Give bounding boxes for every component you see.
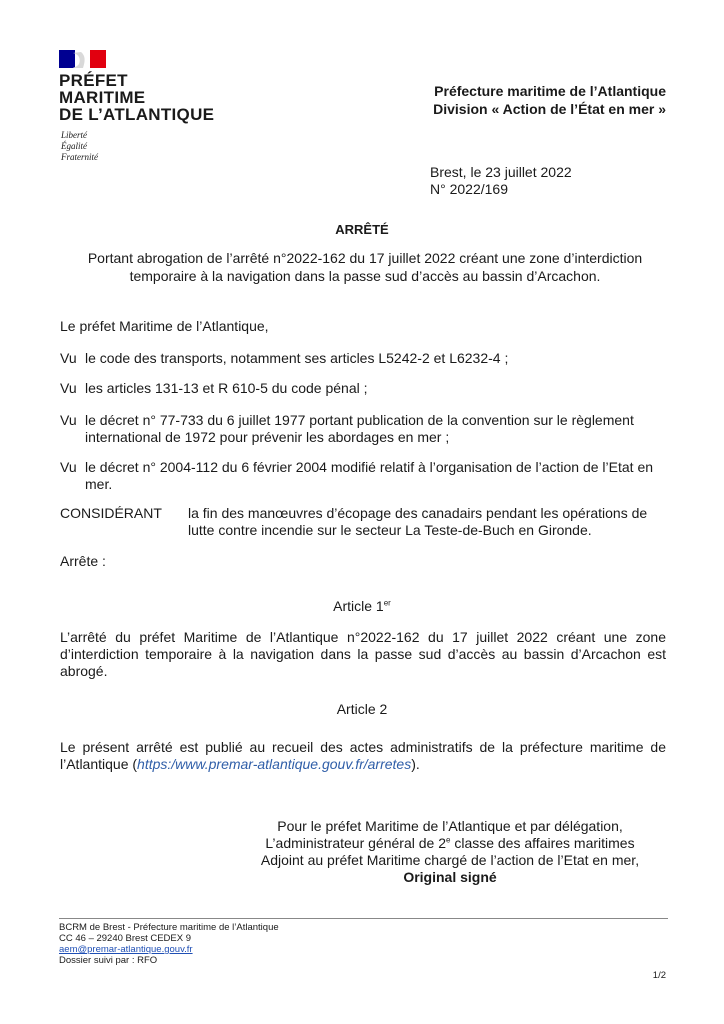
footer-block [59, 922, 279, 966]
article-2-text [60, 739, 666, 773]
subject-line-1: Portant abrogation de l’arrêté n°2022-162 du 17 juillet 2022 créant une zone d’interdiction [87, 250, 643, 266]
vu-label: Vu [60, 350, 77, 366]
vu-text: les articles 131-13 et R 610-5 du code pénal ; [85, 380, 368, 396]
motto-liberte: Liberté [61, 130, 87, 140]
signature-line-2 [240, 835, 660, 852]
motto-egalite: Égalité [61, 141, 87, 151]
republic-motto [61, 130, 98, 163]
vu-item [60, 459, 666, 493]
vu-text: le code des transports, notamment ses articles L5242-2 et L6232-4 ; [85, 350, 509, 366]
article-1-title [0, 598, 724, 614]
footer-followed-by: Dossier suivi par : RFO [59, 955, 158, 966]
article-2-body: Le présent arrêté est publié au recueil des actes administratifs de la préfecture maritime de l’Atlantique ( [60, 739, 666, 772]
vu-label: Vu [60, 380, 77, 396]
place-date: Brest, le 23 juillet 2022 [430, 164, 572, 180]
vu-item [60, 412, 666, 446]
place-date-block [430, 164, 572, 198]
vu-label: Vu [60, 412, 77, 428]
document-number: N° 2022/169 [430, 181, 508, 197]
signature-line-1: Pour le préfet Maritime de l’Atlantique et par délégation, [277, 818, 623, 834]
logo-text [59, 72, 214, 123]
signature-block [240, 818, 660, 886]
vu-text: le décret n° 77-733 du 6 juillet 1977 portant publication de la convention sur le règlement international de 1972 pour prévenir les abordages en mer ; [85, 412, 634, 445]
vu-label: Vu [60, 459, 77, 475]
org-name: Préfecture maritime de l’Atlantique [434, 83, 666, 99]
logo-line-prefet: PRÉFET [59, 71, 128, 90]
logo-line-atlantique: DE L’ATLANTIQUE [59, 105, 215, 124]
signature-original: Original signé [403, 869, 497, 885]
article-1-sup: er [383, 598, 391, 608]
footer-divider [59, 918, 668, 919]
footer-address-1: BCRM de Brest - Préfecture maritime de l’Atlantique [59, 922, 279, 933]
signature-line-2-sup: e [445, 835, 451, 845]
considerant-label: CONSIDÉRANT [60, 505, 162, 521]
signature-line-2a: L’administrateur général de 2 [265, 835, 446, 851]
article-2-title: Article 2 [336, 701, 388, 717]
subject-line-2: temporaire à la navigation dans la passe sud d’accès au bassin d’Arcachon. [129, 268, 601, 284]
article-1-text: L’arrêté du préfet Maritime de l’Atlantique n°2022-162 du 17 juillet 2022 créant une zone d’interdiction temporaire à la navigation dans la passe sud d’accès au bassin d’Arcachon est abrogé. [60, 629, 666, 679]
issuing-organization [433, 82, 666, 118]
document-subject [70, 249, 660, 285]
logo-line-maritime: MARITIME [59, 88, 146, 107]
footer-email-link[interactable]: aem@premar-atlantique.gouv.fr [59, 944, 193, 955]
considerant-item [60, 505, 666, 539]
document-title: ARRÊTÉ [335, 222, 389, 237]
raa-link[interactable]: https:/www.premar-atlantique.gouv.fr/arretes [137, 756, 412, 772]
arrete-line: Arrête : [60, 553, 106, 569]
signature-line-2b: classe des affaires maritimes [450, 835, 635, 851]
org-division: Division « Action de l’État en mer » [433, 101, 666, 117]
vu-item [60, 380, 666, 397]
considerant-text: la fin des manœuvres d’écopage des canadairs pendant les opérations de lutte contre incendie sur le secteur La Teste-de-Buch en Gironde. [188, 505, 648, 538]
marianne-logo-icon [59, 50, 106, 68]
motto-fraternite: Fraternité [61, 152, 98, 162]
article-1-label: Article 1 [333, 598, 384, 614]
intro-line: Le préfet Maritime de l’Atlantique, [60, 318, 269, 334]
signature-line-3: Adjoint au préfet Maritime chargé de l’action de l’Etat en mer, [260, 852, 640, 868]
vu-item [60, 350, 666, 367]
footer-address-2: CC 46 – 29240 Brest CEDEX 9 [59, 933, 192, 944]
page-number: 1/2 [652, 970, 666, 981]
article-2-end: ). [411, 756, 420, 772]
vu-text: le décret n° 2004-112 du 6 février 2004 modifié relatif à l’organisation de l’action de l’Etat en mer. [85, 459, 654, 492]
